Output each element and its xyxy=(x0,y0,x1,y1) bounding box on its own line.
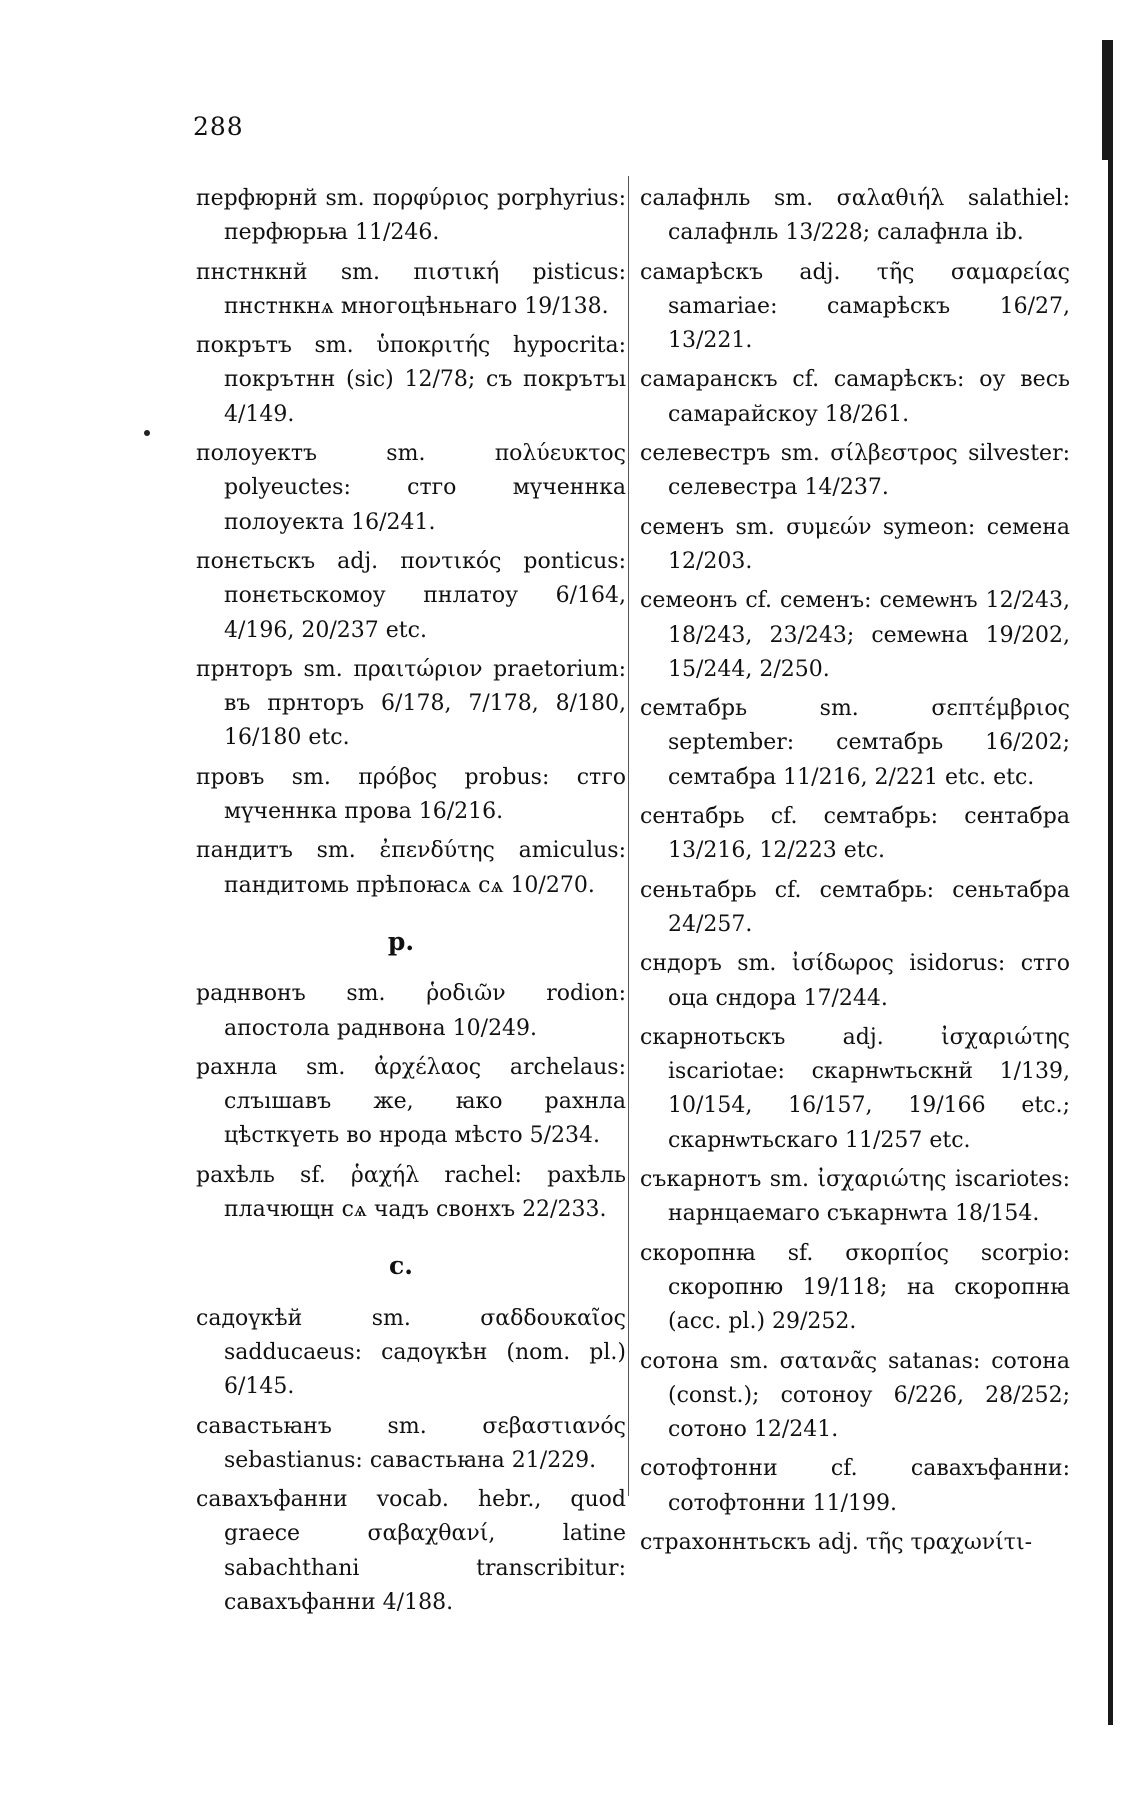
dictionary-entry: пандитъ sm. ἐπενδύτης amiculus: пандитомь прѣпоꙗсѧ сѧ 10/270. xyxy=(196,838,626,898)
stray-ink-mark xyxy=(144,430,150,436)
dictionary-entry: семенъ sm. συμεών symeon: семена 12/203. xyxy=(640,514,1070,574)
dictionary-entry: савастьꙗнъ sm. σεβαστιανός sebastianus: савастьꙗна 21/229. xyxy=(196,1413,626,1473)
dictionary-entry: раднвонъ sm. ῥοδιῶν rodion: апостола раднвона 10/249. xyxy=(196,981,626,1041)
dictionary-entry: савахъфанни vocab. hebr., quod graece σαβαχθανί, latine sabachthani transcribitur: савахъфанни 4/188. xyxy=(196,1487,626,1615)
dictionary-entry: съкарнотъ sm. ἰσχαριώτης iscariotes: нарнцаемаго съкарнѡта 18/154. xyxy=(640,1167,1070,1227)
dictionary-entry: пнстнкнй sm. πιστική pisticus: пнстнкнѧ многоцѣньнаго 19/138. xyxy=(196,259,626,319)
binding-edge xyxy=(1108,40,1113,1725)
dictionary-entry: прнторъ sm. πραιτώριον praetorium: въ прнторъ 6/178, 7/178, 8/180, 16/180 etc. xyxy=(196,656,626,751)
dictionary-entry: семеонъ cf. семенъ: семеѡнъ 12/243, 18/243, 23/243; семеѡна 19/202, 15/244, 2/250. xyxy=(640,588,1070,682)
dictionary-entry: скоропнꙗ sf. σκορπίος scorpio: скоропню 19/118; на скоропнꙗ (acc. pl.) 29/252. xyxy=(640,1240,1070,1335)
column-divider xyxy=(628,176,629,1496)
dictionary-entry: полоуектъ sm. πολύευκτος polyeuctes: стго мүченнка полоуекта 16/241. xyxy=(196,441,626,535)
dictionary-entry: сотофтонни cf. савахъфанни: сотофтонни 11/199. xyxy=(640,1456,1070,1516)
dictionary-entry: провъ sm. πρόβος probus: стго мүченнка прова 16/216. xyxy=(196,764,626,825)
dictionary-entry: сеньтабрь cf. семтабрь: сеньтабра 24/257. xyxy=(640,877,1070,937)
dictionary-entry: сентабрь cf. семтабрь: сентабра 13/216, 12/223 etc. xyxy=(640,804,1070,864)
dictionary-entry: сотона sm. σατανᾶς satanas: сотона (const.); сотоноу 6/226, 28/252; сотоно 12/241. xyxy=(640,1348,1070,1443)
dictionary-entry: семтабрь sm. σεπτέμβριος september: семтабрь 16/202; семтабра 11/216, 2/221 etc. etc. xyxy=(640,696,1070,790)
dictionary-entry: самарѣскъ adj. τῆς σαμαρείας samariae: самарѣскъ 16/27, 13/221. xyxy=(640,259,1070,354)
dictionary-entry: покрътъ sm. ὑποκριτής hypocrita: покрътнн (sic) 12/78; съ покрътъı 4/149. xyxy=(196,333,626,427)
dictionary-entry: страхоннтьскъ adj. τῆς τραχωνίτι- xyxy=(640,1529,1033,1555)
dictionary-entry: сндоръ sm. ἰσίδωρος isidorus: стго оца сндора 17/244. xyxy=(640,951,1070,1011)
dictionary-entry: самаранскъ cf. самарѣскъ: оу весь самарайскоу 18/261. xyxy=(640,367,1070,427)
section-heading-r: р. xyxy=(387,926,415,956)
right-column xyxy=(640,182,1070,1565)
dictionary-entry: понєтьскъ adj. ποντικός ponticus: понєтьскомоу пнлатоу 6/164, 4/196, 20/237 etc. xyxy=(196,548,626,643)
left-column xyxy=(196,182,626,1625)
dictionary-entry: рахѣль sf. ῥαχήλ rachel: рахѣль плачющн сѧ чадъ свонхъ 22/233. xyxy=(196,1162,626,1223)
dictionary-entry: скарнотьскъ adj. ἰσχαριώτης iscariotae: скарнѡтьскнй 1/139, 10/154, 16/157, 19/166 etc.; скарнѡтьскаго 11/257 etc. xyxy=(640,1024,1070,1153)
dictionary-entry: рахнла sm. ἀρχέλαος archelaus: слъıшавъ же, ꙗко рахнла цѣсткүеть во нрода мѣсто 5/234. xyxy=(196,1054,626,1149)
dictionary-entry: садоүкѣй sm. σαδδουκαῖος sadducaeus: садоүкѣн (nom. pl.) 6/145. xyxy=(196,1305,626,1400)
dictionary-entry: селевестръ sm. σίλβεστρος silvester: селевестра 14/237. xyxy=(640,441,1070,501)
dictionary-entry: салафнль sm. σαλαθιήλ salathiel: салафнль 13/228; салафнла ib. xyxy=(640,186,1070,246)
dictionary-entry: перфюрнй sm. πορφύριος porphyrius: перфюрьꙗ 11/246. xyxy=(196,186,626,246)
section-heading-s: с. xyxy=(389,1251,413,1281)
page-number: 288 xyxy=(193,112,244,141)
